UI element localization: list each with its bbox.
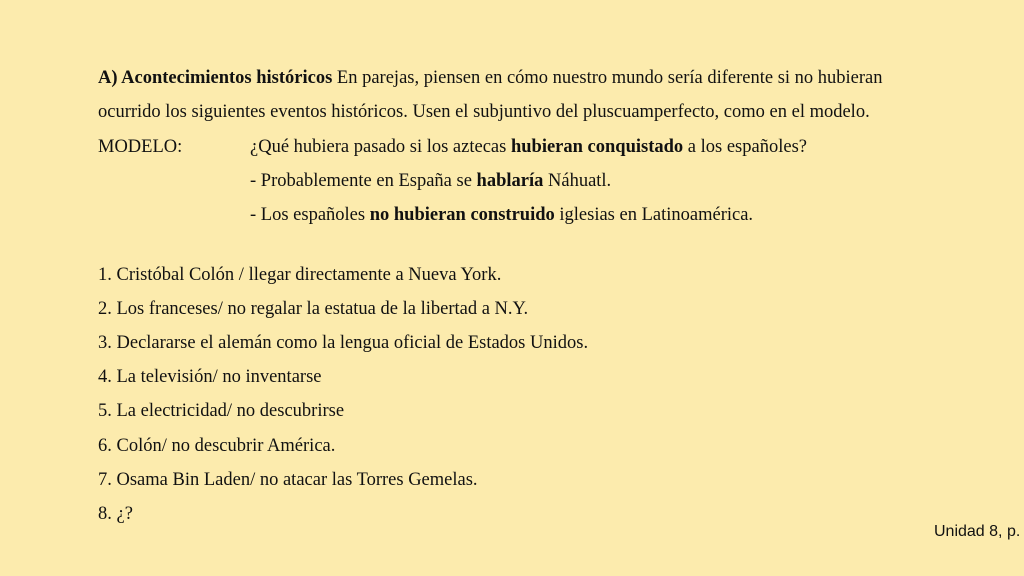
exercise-item: 6. Colón/ no descubrir América. [98, 436, 336, 456]
activity-title: A) Acontecimientos históricos [98, 68, 333, 88]
page-reference: Unidad 8, p. [934, 523, 1021, 540]
exercise-item: 5. La electricidad/ no descubrirse [98, 401, 345, 421]
instruction-line-2: ocurrido los siguientes eventos históricos. Usen el subjuntivo del pluscuamperfecto, como en el modelo. [98, 102, 870, 122]
model-question: ¿Qué hubiera pasado si los aztecas hubieran conquistado a los españoles? [250, 137, 807, 157]
instruction-line-1 [98, 67, 883, 89]
exercise-item: 2. Los franceses/ no regalar la estatua de la libertad a N.Y. [98, 299, 529, 319]
model-label: MODELO: [98, 137, 183, 157]
model-answer-2: - Los españoles no hubieran construido iglesias en Latinoamérica. [250, 205, 754, 225]
exercise-item: 3. Declararse el alemán como la lengua oficial de Estados Unidos. [98, 333, 589, 353]
model-answer-1: - Probablemente en España se hablaría Náhuatl. [250, 171, 612, 191]
exercise-item: 4. La televisión/ no inventarse [98, 367, 322, 387]
exercise-item: 1. Cristóbal Colón / llegar directamente a Nueva York. [98, 265, 502, 285]
exercise-item: 7. Osama Bin Laden/ no atacar las Torres Gemelas. [98, 470, 478, 490]
instruction-text: En parejas, piensen en cómo nuestro mundo sería diferente si no hubieran [332, 68, 883, 88]
exercise-item: 8. ¿? [98, 504, 133, 524]
